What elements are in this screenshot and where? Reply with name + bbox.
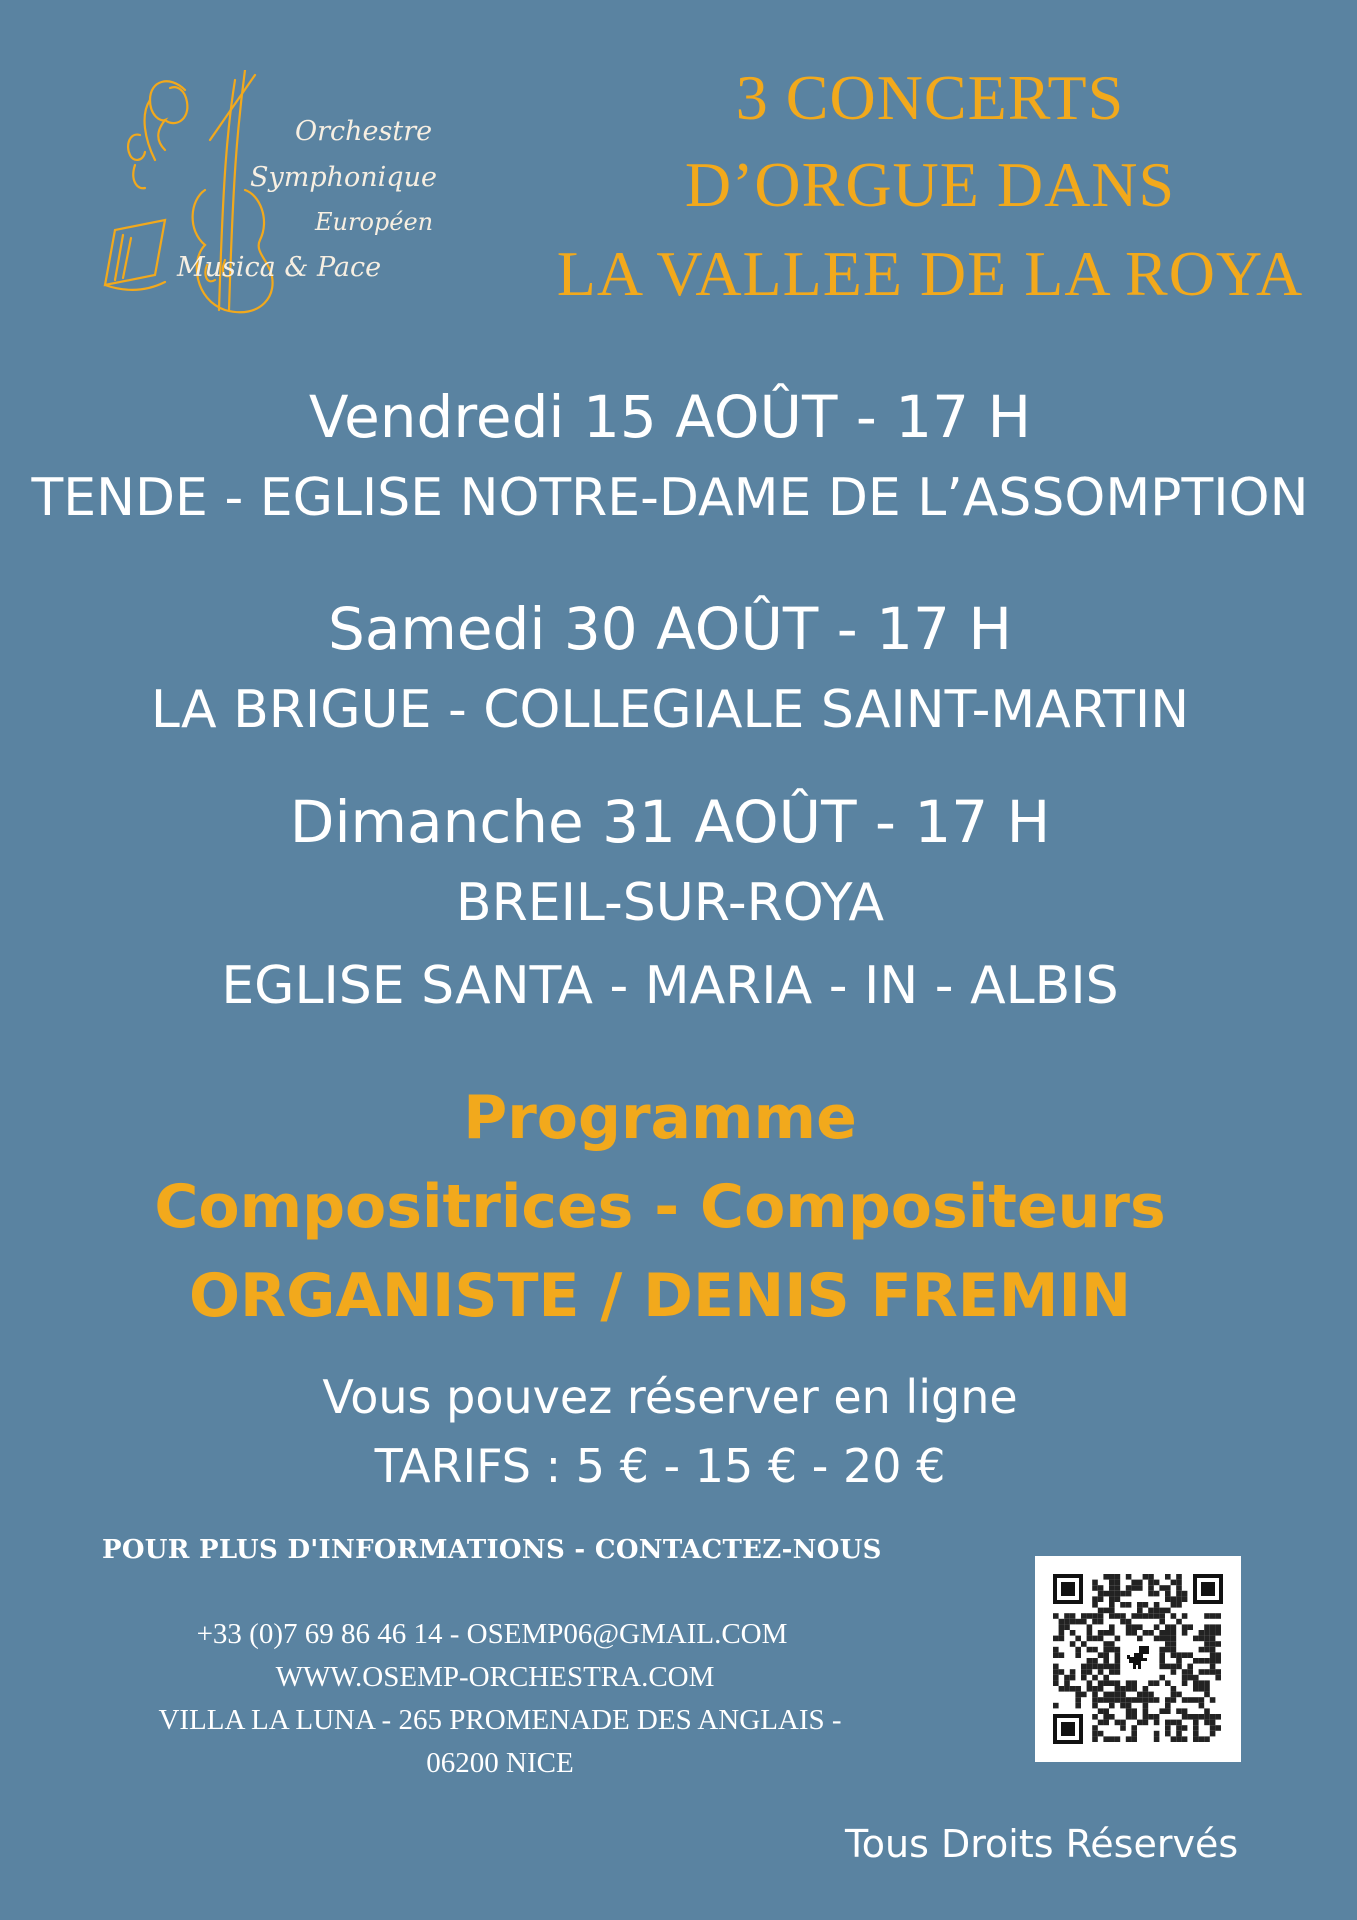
programme-heading: Programme <box>463 1083 857 1153</box>
concert-3-date: Dimanche 31 AOÛT - 17 H <box>289 788 1051 856</box>
concert-3-place-line-1: BREIL-SUR-ROYA <box>455 873 885 933</box>
title-line-1: 3 CONCERTS <box>735 62 1125 133</box>
orchestra-logo <box>95 70 437 350</box>
logo-line-musica-pace: Musica & Pace <box>177 252 382 283</box>
contact-phone-email: +33 (0)7 69 86 46 14 - OSEMP06@GMAIL.COM <box>196 1618 788 1650</box>
contact-address-line-2: 06200 NICE <box>426 1747 574 1779</box>
concert-1-place: TENDE - EGLISE NOTRE-DAME DE L’ASSOMPTION <box>31 468 1309 528</box>
programme-composers: Compositrices - Compositeurs <box>154 1172 1166 1242</box>
contact-website: WWW.OSEMP-ORCHESTRA.COM <box>275 1661 715 1693</box>
programme-organist: ORGANISTE / DENIS FREMIN <box>188 1261 1132 1331</box>
reservation-tarifs: TARIFS : 5 € - 15 € - 20 € <box>374 1439 946 1493</box>
logo-line-europeen: Européen <box>315 208 434 236</box>
logo-line-orchestre: Orchestre <box>295 116 433 147</box>
concert-3-place-line-2: EGLISE SANTA - MARIA - IN - ALBIS <box>221 956 1119 1016</box>
concert-2-date: Samedi 30 AOÛT - 17 H <box>328 595 1012 663</box>
concert-2-place: LA BRIGUE - COLLEGIALE SAINT-MARTIN <box>150 680 1190 740</box>
contact-address-line-1: VILLA LA LUNA - 265 PROMENADE DES ANGLAIS - <box>158 1704 842 1736</box>
title-line-3: LA VALLEE DE LA ROYA <box>556 238 1304 309</box>
title-line-2: D’ORGUE DANS <box>684 149 1176 220</box>
rights-reserved: Tous Droits Réservés <box>845 1822 1239 1866</box>
qr-code-icon[interactable] <box>1035 1556 1241 1762</box>
concert-1-date: Vendredi 15 AOÛT - 17 H <box>308 383 1032 451</box>
contact-heading: POUR PLUS D'INFORMATIONS - CONTACTEZ-NOUS <box>102 1535 882 1565</box>
logo-line-symphonique: Symphonique <box>250 162 437 193</box>
reservation-online: Vous pouvez réserver en ligne <box>322 1370 1018 1424</box>
